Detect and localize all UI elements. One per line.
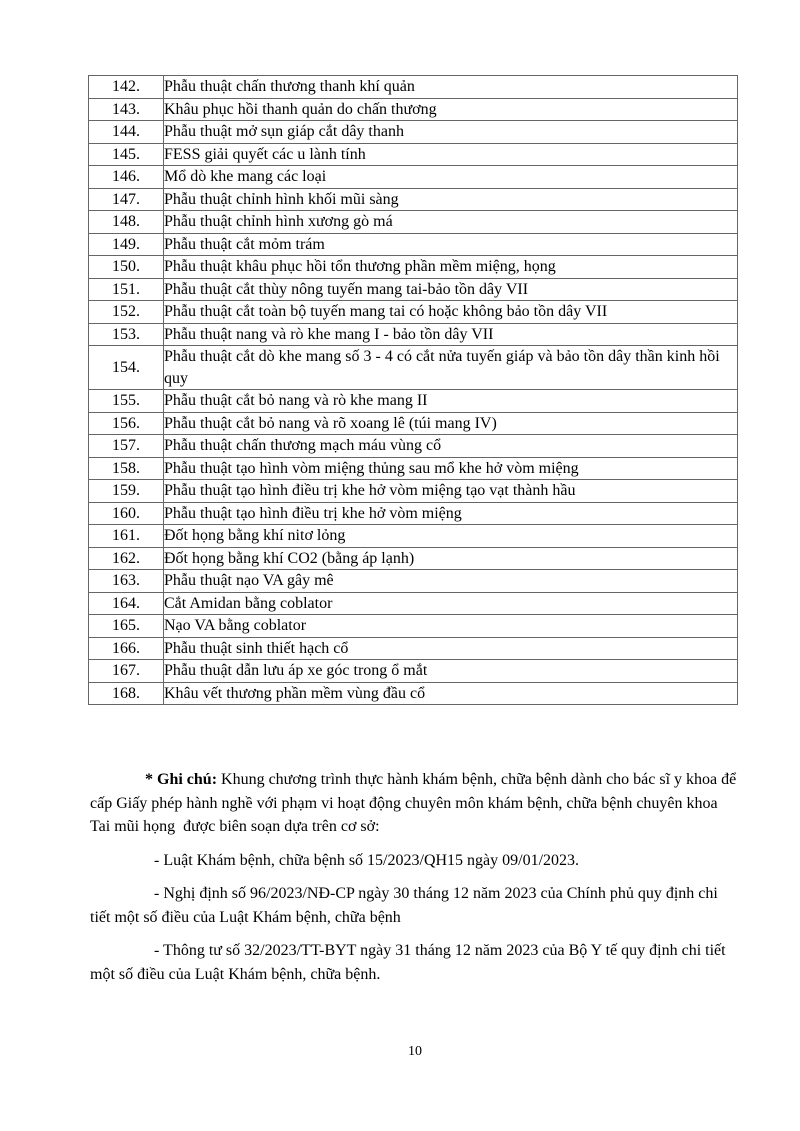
table-row	[89, 98, 738, 121]
row-number-cell: 146.	[89, 166, 164, 189]
procedure-name-cell: Phẫu thuật tạo hình vòm miệng thủng sau mổ khe hở vòm miệng	[164, 457, 738, 480]
procedure-name-cell: Phẫu thuật mở sụn giáp cắt dây thanh	[164, 121, 738, 144]
table-row	[89, 547, 738, 570]
table-row	[89, 457, 738, 480]
row-number-cell: 151.	[89, 278, 164, 301]
procedure-name-cell: Nạo VA bằng coblator	[164, 615, 738, 638]
procedure-name-cell: Phẫu thuật dẫn lưu áp xe góc trong ổ mắt	[164, 660, 738, 683]
row-number-cell: 166.	[89, 637, 164, 660]
row-number-cell: 159.	[89, 480, 164, 503]
procedure-name-cell: Phẫu thuật cắt toàn bộ tuyến mang tai có hoặc không bảo tồn dây VII	[164, 301, 738, 324]
row-number-cell: 150.	[89, 256, 164, 279]
procedure-table	[88, 75, 738, 705]
procedure-name-cell: Phẫu thuật tạo hình điều trị khe hở vòm miệng	[164, 502, 738, 525]
row-number-cell: 168.	[89, 682, 164, 705]
row-number-cell: 145.	[89, 143, 164, 166]
table-row	[89, 166, 738, 189]
procedure-name-cell: Khâu vết thương phần mềm vùng đầu cổ	[164, 682, 738, 705]
table-row	[89, 637, 738, 660]
procedure-name-cell: Đốt họng bằng khí CO2 (bằng áp lạnh)	[164, 547, 738, 570]
row-number-cell: 167.	[89, 660, 164, 683]
table-row	[89, 570, 738, 593]
table-row	[89, 435, 738, 458]
table-row	[89, 412, 738, 435]
table-row	[89, 480, 738, 503]
procedure-name-cell: Phẫu thuật cắt mỏm trám	[164, 233, 738, 256]
procedure-name-cell: Phẫu thuật sinh thiết hạch cổ	[164, 637, 738, 660]
row-number-cell: 161.	[89, 525, 164, 548]
table-row	[89, 233, 738, 256]
table-row	[89, 256, 738, 279]
row-number-cell: 148.	[89, 211, 164, 234]
procedure-name-cell: Đốt họng bằng khí nitơ lỏng	[164, 525, 738, 548]
row-number-cell: 143.	[89, 98, 164, 121]
row-number-cell: 157.	[89, 435, 164, 458]
procedure-name-cell: Phẫu thuật cắt dò khe mang số 3 - 4 có cắt nửa tuyến giáp và bảo tồn dây thần kinh hồi quy	[164, 346, 738, 390]
page-number: 10	[408, 1044, 422, 1059]
table-row	[89, 76, 738, 99]
row-number-cell: 156.	[89, 412, 164, 435]
procedure-name-cell: Mổ dò khe mang các loại	[164, 166, 738, 189]
note-label: * Ghi chú:	[145, 771, 218, 788]
procedure-table-body	[89, 76, 738, 705]
page-footer	[0, 1044, 800, 1060]
procedure-name-cell: Phẫu thuật tạo hình điều trị khe hở vòm miệng tạo vạt thành hầu	[164, 480, 738, 503]
row-number-cell: 153.	[89, 323, 164, 346]
table-row	[89, 592, 738, 615]
table-row	[89, 346, 738, 390]
row-number-cell: 147.	[89, 188, 164, 211]
notes-section	[90, 768, 741, 996]
procedure-name-cell: Khâu phục hồi thanh quản do chấn thương	[164, 98, 738, 121]
table-row	[89, 301, 738, 324]
procedure-name-cell: Phẫu thuật cắt bỏ nang và rõ xoang lê (túi mang IV)	[164, 412, 738, 435]
row-number-cell: 162.	[89, 547, 164, 570]
row-number-cell: 142.	[89, 76, 164, 99]
procedure-name-cell: Phẫu thuật nang và rò khe mang I - bảo tồn dây VII	[164, 323, 738, 346]
row-number-cell: 152.	[89, 301, 164, 324]
legal-reference-circular: - Thông tư số 32/2023/TT-BYT ngày 31 tháng 12 năm 2023 của Bộ Y tế quy định chi tiết một số điều của Luật Khám bệnh, chữa bệnh.	[90, 942, 730, 983]
procedure-name-cell: FESS giải quyết các u lành tính	[164, 143, 738, 166]
note-paragraph	[90, 768, 741, 839]
table-row	[89, 188, 738, 211]
table-row	[89, 502, 738, 525]
table-row	[89, 390, 738, 413]
row-number-cell: 165.	[89, 615, 164, 638]
row-number-cell: 149.	[89, 233, 164, 256]
table-row	[89, 660, 738, 683]
note-body: Khung chương trình thực hành khám bệnh, chữa bệnh dành cho bác sĩ y khoa để cấp Giấy phép hành nghề với phạm vi hoạt động chuyên môn khám bệnh, chữa bệnh chuyên khoa Tai mũi họng được biên soạn dựa trên cơ sở:	[90, 771, 741, 835]
procedure-name-cell: Phẫu thuật chỉnh hình khối mũi sàng	[164, 188, 738, 211]
row-number-cell: 155.	[89, 390, 164, 413]
procedure-name-cell: Phẫu thuật chỉnh hình xương gò má	[164, 211, 738, 234]
table-row	[89, 278, 738, 301]
row-number-cell: 154.	[89, 346, 164, 390]
procedure-name-cell: Phẫu thuật chấn thương mạch máu vùng cổ	[164, 435, 738, 458]
legal-reference-decree: - Nghị định số 96/2023/NĐ-CP ngày 30 tháng 12 năm 2023 của Chính phủ quy định chi tiết một số điều của Luật Khám bệnh, chữa bệnh	[90, 885, 722, 926]
table-row	[89, 143, 738, 166]
table-row	[89, 211, 738, 234]
table-row	[89, 525, 738, 548]
procedure-name-cell: Cắt Amidan bằng coblator	[164, 592, 738, 615]
procedure-name-cell: Phẫu thuật cắt thùy nông tuyến mang tai-bảo tồn dây VII	[164, 278, 738, 301]
legal-reference-law: - Luật Khám bệnh, chữa bệnh số 15/2023/QH15 ngày 09/01/2023.	[154, 851, 580, 869]
row-number-cell: 163.	[89, 570, 164, 593]
table-row	[89, 323, 738, 346]
table-row	[89, 615, 738, 638]
table-row	[89, 121, 738, 144]
procedure-name-cell: Phẫu thuật cắt bỏ nang và rò khe mang II	[164, 390, 738, 413]
procedure-name-cell: Phẫu thuật chấn thương thanh khí quản	[164, 76, 738, 99]
row-number-cell: 158.	[89, 457, 164, 480]
row-number-cell: 160.	[89, 502, 164, 525]
procedure-name-cell: Phẫu thuật nạo VA gây mê	[164, 570, 738, 593]
procedure-name-cell: Phẫu thuật khâu phục hồi tổn thương phần mềm miệng, họng	[164, 256, 738, 279]
row-number-cell: 164.	[89, 592, 164, 615]
row-number-cell: 144.	[89, 121, 164, 144]
table-row	[89, 682, 738, 705]
